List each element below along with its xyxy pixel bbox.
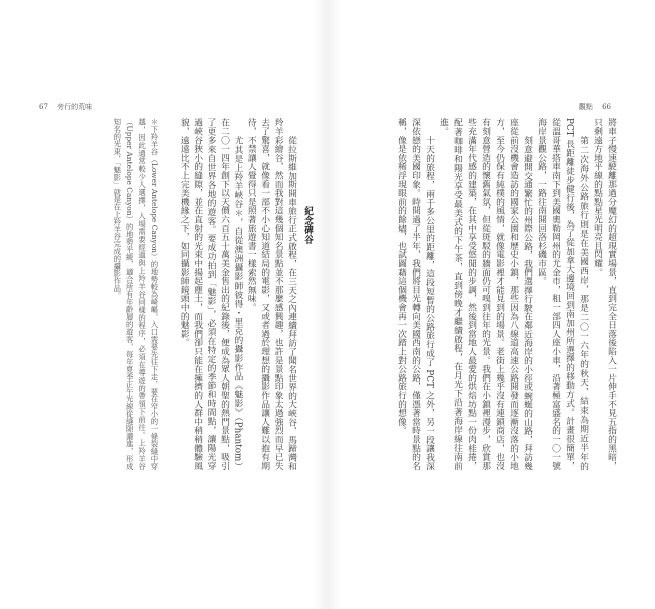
page-gutter bbox=[314, 0, 340, 609]
paragraph: 刻意避開交通繁忙的州際公路，我們選擇行駛在鄰近海岸的小徑或蜿蜒的山路，拜訪幾座從前沒機會造訪的國家公園和歷史小鎮，那些因為八線道高速公路開發而逐漸沒落的小地方，至今仍保有純樸的風情，就像電影裡才能見到的場景。老街上幾乎沒有連鎖商店，也沒有刻意營造的懷舊氣氛，但從斑駁的牆面仍可嗅到往年的光景。我們在小鎮裡漫步，欣賞那些充滿年代感的建築，在其中享受悠閒的步調，然後到當地人最愛的烘焙坊點一份肉桂捲，配著咖啡和陽光享受最美式的下午茶，直到傍晚才繼續啟程，在月光下沿著海岸線往南前進。 bbox=[438, 118, 532, 470]
paragraph: 第二次海外公路旅行則是在美國西岸，那是二〇一六年的秋天，結束為期近半年的 PCT 長距離徒步健行後，為了從加拿大邊境回到南加州所選擇的移動方式。計畫很簡單，從溫哥華搭車南下到美國奧勒岡州的尤金市，租一部四人座小車，沿著極富盛名的一〇一號海岸景觀公路，一路往南開回洛杉磯市區。 bbox=[536, 118, 588, 470]
right-running-title: 觀點 bbox=[578, 103, 593, 111]
left-running-title: 旁行的荒味 bbox=[57, 103, 93, 111]
footnote-text: ＊下羚羊谷（Lower Antelope Canyon）的地勢較為崎嶇，入口需要先往下走，要在窄小的一條裂縫中穿越，因此通常較少人選擇，入場需要經過與上羚羊谷同樣的程序，必須在導遊的帶領下前往。上羚羊谷（Upper Antelope Canyon）的地勢平緩，適合所有年齡層的遊客，每年夏季正午光線從縫隙灑進，形成知名的光束，「魅影」就是在上羚羊谷完成的攝影作品。 bbox=[112, 118, 159, 470]
left-running-head bbox=[32, 102, 92, 112]
left-page-number: 67 bbox=[39, 103, 48, 111]
section-title: 紀念碑谷 bbox=[302, 206, 313, 245]
paragraph: 十天的旅程，兩千多公里的距離，這段短暫的公路旅行成了 PCT 之外，另一段讓我深深依戀的美國印象。時間過了半年，我們將目光轉向美國西南的公路，僅憑著當時景點的名稱，像是依稀浮現眼前的餘燼，也試圖藉這個機會再一次踏上對公路旅行的想像。 bbox=[396, 118, 434, 470]
left-page-body bbox=[166, 118, 314, 470]
paragraph: 從拉斯維加斯開車旅行正式啟程，在三天之內連續拜訪了聞名世界的大峽谷、馬蹄灣和羚羊彩繪谷，然而我對這幾個知名景點並不那麼感興趣，也許是景點印象太過強烈而早已失去了驚喜，就像看一部不小心知道結局的電影，又或者過於理想的攝影作品讓人難以抱有期待，不禁讓人覺得只是照著旅遊書一樣索然無味。 bbox=[245, 118, 296, 470]
paragraph: 將車子慢速駛離那過分魔幻的超現實場景，直到完全日落後陷入一片伸手不見五指的黑暗，只剩遠方地平線的點點星光明亮且閃耀。 bbox=[592, 118, 616, 470]
paragraph: 尤其是上羚羊峽谷＊，自從澳洲攝影師彼得・里克的攝影作品《魅影》（Phantom）在二〇一四年創下以天價六百五十萬美金售出的紀錄後，便成為眾人朝聖的熱門景點，吸引了更多來自世界各地的遊客。要成功拍到「魅影」，必須在特定的季節和時間點，讓陽光穿過峽谷狹小的縫隙，並在直射的光束中揚起塵土，而我們卻只能在擁擠的人群中稍稍體驗風貌，遠遠比不上完美機緣之下，如同攝影師鏡頭中的魅影。 bbox=[178, 118, 243, 470]
footnote bbox=[98, 118, 160, 470]
right-running-head bbox=[579, 102, 618, 112]
right-page-number: 66 bbox=[602, 103, 611, 111]
right-page-body bbox=[390, 118, 618, 470]
